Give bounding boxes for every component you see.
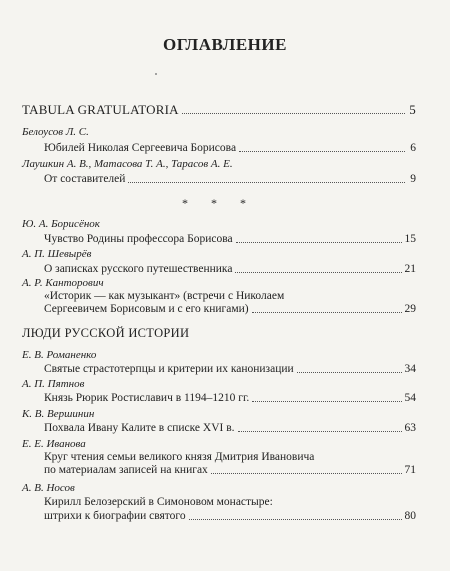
entry-author: Е. В. Романенко [22,349,97,361]
entry-title-line: Кирилл Белозерский в Симоновом монастыре: [44,496,273,508]
toc-entry[interactable] [44,461,416,477]
toc-entry-tabula[interactable] [22,101,416,117]
entry-author: Ю. А. Борисёнок [22,218,100,230]
entry-page: 71 [404,464,416,476]
toc-entry[interactable] [44,139,416,155]
leader-dots [189,518,402,520]
leader-dots [252,311,402,313]
entry-page: 34 [404,363,416,375]
leader-dots [128,181,405,183]
leader-dots [236,241,402,243]
entry-page: 29 [404,303,416,315]
section-heading: ЛЮДИ РУССКОЙ ИСТОРИИ [22,326,190,340]
toc-entry[interactable] [44,507,416,523]
toc-entry[interactable] [44,230,416,246]
toc-entry[interactable] [44,170,416,186]
entry-title: От составителей [44,173,126,185]
leader-dots [297,371,402,373]
toc-entry[interactable] [44,360,416,376]
entry-page: 15 [404,233,416,245]
entry-title-line: Круг чтения семьи великого князя Дмитрия Ивановича [44,451,315,463]
entry-title-line: «Историк — как музыкант» (встречи с Николаем [44,290,285,302]
entry-title: по материалам записей на книгах [44,464,208,476]
entry-title: Чувство Родины профессора Борисова [44,233,233,245]
entry-page: 54 [404,392,416,404]
entry-author: А. Р. Канторович [22,277,104,289]
entry-title: Похвала Ивану Калите в списке XVI в. [44,422,235,434]
entry-title: Сергеевичем Борисовым и с его книгами) [44,303,249,315]
toc-entry[interactable] [44,389,416,405]
leader-dots [235,271,401,273]
entry-page: 6 [410,142,416,154]
toc-entry[interactable] [44,419,416,435]
entry-title: Юбилей Николая Сергеевича Борисова [44,142,237,154]
entry-page: 21 [404,263,416,275]
leader-dots [182,112,405,114]
page-title: ОГЛАВЛЕНИЕ [163,35,287,54]
leader-dots [252,400,401,402]
leader-dots [239,150,405,152]
entry-author: А. П. Шевырёв [22,248,92,260]
leader-dots [238,430,402,432]
entry-title: TABULA GRATULATORIA [22,102,179,117]
entry-page: 5 [409,102,416,117]
entry-author: Белоусов Л. С. [22,126,89,138]
entry-page: 80 [404,510,416,522]
entry-page: 9 [410,173,416,185]
entry-author: А. В. Носов [22,482,75,494]
entry-author: К. В. Вершинин [22,408,95,420]
section-separator-stars: * * * [182,196,256,210]
entry-page: 63 [404,422,416,434]
entry-title: Князь Рюрик Ростиславич в 1194–1210 гг. [44,392,250,404]
toc-entry[interactable] [44,300,416,316]
entry-title: О записках русского путешественника [44,263,233,275]
entry-author: Лаушкин А. В., Матасова Т. А., Тарасов А. Е. [22,158,233,170]
toc-entry[interactable] [44,260,416,276]
entry-title: штрихи к биографии святого [44,510,186,522]
entry-author: А. П. Пятнов [22,378,85,390]
entry-title: Святые страстотерпцы и критерии их канонизации [44,363,294,375]
leader-dots [211,472,402,474]
entry-author: Е. Е. Иванова [22,438,86,450]
print-speck [155,73,157,75]
